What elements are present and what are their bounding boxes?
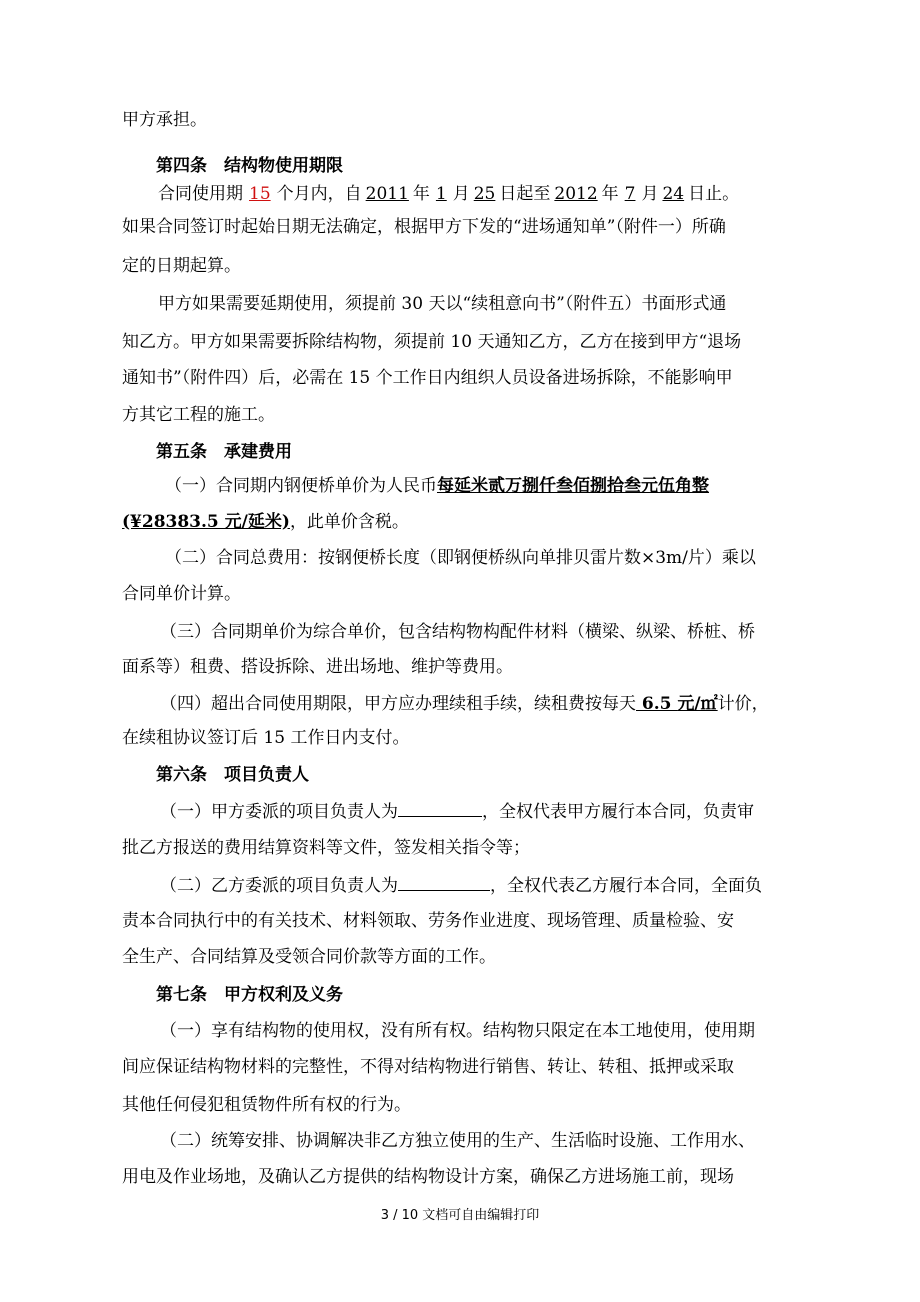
end-day: 24 [662, 184, 685, 204]
text-line: （一）享有结构物的使用权，没有所有权。结构物只限定在本工地使用，使用期 [160, 1021, 755, 1041]
text-line: 合同单价计算。 [122, 584, 241, 604]
party-b-manager-blank [398, 873, 490, 891]
text-line: （一）合同期内钢便桥单价为人民币每延米贰万捌仟叁佰捌拾叁元伍角整 [165, 476, 709, 496]
text-line: 责本合同执行中的有关技术、材料领取、劳务作业进度、现场管理、质量检验、安 [122, 911, 734, 931]
text-line: 定的日期起算。 [122, 256, 241, 276]
text-line: 面系等）租费、搭设拆除、进出场地、维护等费用。 [122, 657, 513, 677]
text-line: 用电及作业场地，及确认乙方提供的结构物设计方案，确保乙方进场施工前，现场 [122, 1167, 734, 1187]
end-month: 7 [624, 184, 636, 204]
text-line: 间应保证结构物材料的完整性，不得对结构物进行销售、转让、转租、抵押或采取 [122, 1057, 734, 1077]
text-line: 在续租协议签订后 15 工作日内支付。 [122, 728, 410, 748]
unit-price-words: 每延米贰万捌仟叁佰捌拾叁元伍角整 [437, 476, 709, 496]
start-day: 25 [473, 184, 496, 204]
text-line: 方其它工程的施工。 [122, 405, 275, 425]
start-year: 2011 [365, 184, 409, 204]
article-6-heading: 第六条 项目负责人 [156, 765, 309, 785]
unit-price-number: (¥28383.5 元/延米) [122, 512, 290, 532]
text-line: (¥28383.5 元/延米)，此单价含税。 [122, 512, 409, 532]
text-line: 甲方如果需要延期使用，须提前 30 天以“续租意向书”（附件五）书面形式通 [158, 294, 727, 314]
article-4-heading: 第四条 结构物使用期限 [156, 156, 343, 176]
article-5-heading: 第五条 承建费用 [156, 442, 292, 462]
text-line: （三）合同期单价为综合单价，包含结构物构配件材料（横梁、纵梁、桥桩、桥 [160, 622, 755, 642]
page-footer: 3 / 10 文档可自由编辑打印 [380, 1208, 540, 1223]
article-7-heading: 第七条 甲方权利及义务 [156, 985, 343, 1005]
renewal-rate-unit: 元/㎡ [677, 694, 718, 714]
text-line: 如果合同签订时起始日期无法确定，根据甲方下发的“进场通知单”（附件一）所确 [122, 217, 726, 237]
text-line: 通知书”（附件四）后，必需在 15 个工作日内组织人员设备进场拆除，不能影响甲 [122, 368, 733, 388]
text-line: （一）甲方委派的项目负责人为 ，全权代表甲方履行本合同，负责审 [160, 799, 840, 824]
text-line: （二）统筹安排、协调解决非乙方独立使用的生产、生活临时设施、工作用水、 [160, 1131, 755, 1151]
text-line: 知乙方。甲方如果需要拆除结构物，须提前 10 天通知乙方，乙方在接到甲方“退场 [122, 332, 742, 352]
text-line: 批乙方报送的费用结算资料等文件，签发相关指令等； [122, 838, 530, 858]
start-month: 1 [435, 184, 447, 204]
text-line: 全生产、合同结算及受领合同价款等方面的工作。 [122, 947, 496, 967]
party-a-manager-blank [398, 799, 482, 817]
text-line: 甲方承担。 [122, 110, 207, 130]
end-year: 2012 [554, 184, 598, 204]
renewal-rate-value: 6.5 [636, 694, 678, 714]
text-line: 合同使用期 15 个月内，自 2011 年 1 月 25 日起至 2012 年 7 月 24 日止。 [158, 184, 740, 204]
text-line: （四）超出合同使用期限，甲方应办理续租手续，续租费按每天 6.5 元/㎡计价， [160, 694, 769, 714]
months-value: 15 [249, 184, 271, 204]
text-line: （二）乙方委派的项目负责人为 ，全权代表乙方履行本合同，全面负 [160, 873, 840, 898]
text-line: （二）合同总费用：按钢便桥长度（即钢便桥纵向单排贝雷片数×3m/片）乘以 [165, 548, 756, 568]
text-line: 其他任何侵犯租赁物件所有权的行为。 [122, 1095, 411, 1115]
